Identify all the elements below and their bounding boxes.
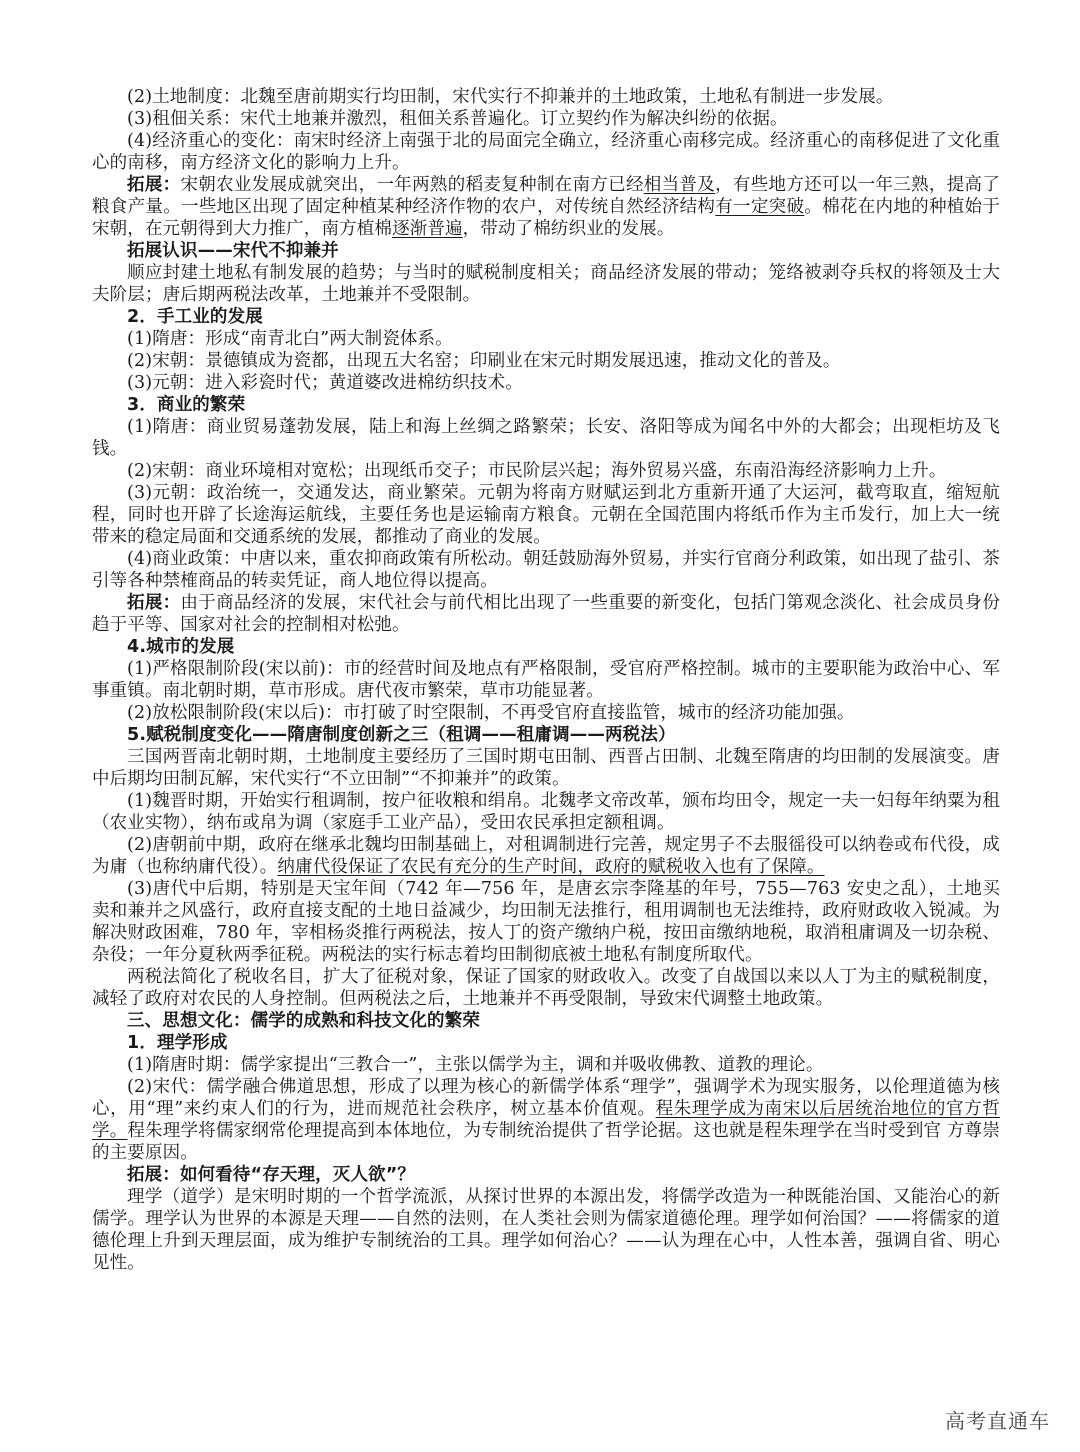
paragraph: (4)商业政策：中唐以来，重农抑商政策有所松动。朝廷鼓励海外贸易，并实行官商分利政策，如出现了盐引、茶引等各种禁榷商品的转卖凭证，商人地位得以提高。 xyxy=(92,549,1000,591)
paragraph: (2)宋朝：商业环境相对宽松；出现纸币交子；市民阶层兴起；海外贸易兴盛，东南沿海经济影响力上升。 xyxy=(127,461,947,481)
section-heading: 1．理学形成 xyxy=(127,1033,228,1053)
section-heading: 拓展：如何看待“存天理，灭人欲”？ xyxy=(127,1165,416,1185)
watermark-text: 高考直通车 xyxy=(945,1409,1050,1433)
text-segment: 宋朝农业发展成就突出，一年两熟的稻麦复种制在南方已经 xyxy=(180,175,644,195)
underlined-text: 有一定突破 xyxy=(715,197,805,217)
paragraph-lead-label: 拓展： xyxy=(127,175,181,195)
paragraph: (1)严格限制阶段(宋以前)：市的经营时间及地点有严格限制，受官府严格控制。城市的主要职能为政治中心、军事重镇。南北朝时期，草市形成。唐代夜市繁荣，草市功能显著。 xyxy=(92,659,1000,701)
paragraph: (3)元朝：进入彩瓷时代；黄道婆改进棉纺织技术。 xyxy=(127,373,523,393)
paragraph: (1)隋唐：形成“南青北白”两大制瓷体系。 xyxy=(127,329,453,349)
text-segment: (2)宋代：儒学融合佛道思想，形成了以理为核心的新儒学体系“理学”，强调学术为现实服务，以伦理道德为核心，用“理”来约束人们的行为，进而规范社会秩序，树立基本价值观。 xyxy=(92,1077,1000,1119)
paragraph: (4)经济重心的变化：南宋时经济上南强于北的局面完全确立，经济重心南移完成。经济重心的南移促进了文化重心的南移，南方经济文化的影响力上升。 xyxy=(92,131,1000,173)
paragraph: 顺应封建土地私有制发展的趋势；与当时的赋税制度相关；商品经济发展的带动；笼络被剥夺兵权的将领及士大夫阶层；唐后期两税法改革，土地兼并不受限制。 xyxy=(92,263,1000,305)
paragraph xyxy=(92,1076,1000,1164)
paragraph: (1)隋唐时期：儒学家提出“三教合一”，主张以儒学为主，调和并吸收佛教、道教的理论。 xyxy=(127,1055,824,1075)
paragraph: 两税法简化了税收名目，扩大了征税对象，保证了国家的财政收入。改变了自战国以来以人丁为主的赋税制度，减轻了政府对农民的人身控制。但两税法之后，土地兼并不再受限制，导致宋代调整土地政策。 xyxy=(92,967,1000,1009)
text-segment: 程朱理学将儒家纲常伦理提高到本体地位，为专制统治提供了哲学论据。这也就是程朱理学在当时受到官 方尊崇的主要原因。 xyxy=(92,1121,1000,1163)
section-heading: 4.城市的发展 xyxy=(127,637,235,657)
paragraph: (2)放松限制阶段(宋以后)：市打破了时空限制，不再受官府直接监管，城市的经济功能加强。 xyxy=(127,703,855,723)
text-segment: ，有些地方还可以一年三熟，提高了粮食产量。一些地区出现了固定种植某种经济作物的农户，对传统自然经济结构 xyxy=(92,175,1001,217)
paragraph: 理学（道学）是宋明时期的一个哲学流派，从探讨世界的本源出发，将儒学改造为一种既能治国、又能治心的新儒学。理学认为世界的本源是天理——自然的法则，在人类社会则为儒家道德伦理。理学如何治国？——将儒家的道德伦理上升到天理层面，成为维护专制统治的工具。理学如何治心？——认为理在心中，人性本善，强调自省、明心见性。 xyxy=(92,1187,1000,1273)
paragraph: (3)租佃关系：宋代土地兼并激烈，租佃关系普遍化。订立契约作为解决纠纷的依据。 xyxy=(127,109,788,129)
paragraph: 三国两晋南北朝时期，土地制度主要经历了三国时期屯田制、西晋占田制、北魏至隋唐的均田制的发展演变。唐中后期均田制瓦解，宋代实行“不立田制”“不抑兼并”的政策。 xyxy=(92,747,1000,789)
paragraph xyxy=(92,834,1000,878)
section-heading: 3．商业的繁荣 xyxy=(127,395,246,415)
paragraph: (1)魏晋时期，开始实行租调制，按户征收粮和绢帛。北魏孝文帝改革，颁布均田令，规定一夫一妇每年纳粟为租（农业实物），纳布或帛为调（家庭手工业产品），受田农民承担定额租调。 xyxy=(92,791,1000,833)
paragraph xyxy=(92,592,1000,636)
text-segment: ，带动了棉纺织业的发展。 xyxy=(462,219,675,239)
paragraph: (2)土地制度：北魏至唐前期实行均田制，宋代实行不抑兼并的土地政策，土地私有制进一步发展。 xyxy=(127,87,894,107)
paragraph: (3)唐代中后期，特别是天宝年间（742 年—756 年，是唐玄宗李隆基的年号，755—763 安史之乱），土地买卖和兼并之风盛行，政府直接支配的土地日益减少，均田制无法推行，租用调制也无法维持，政府财政收入锐减。为解决财政困难，780 年，宰相杨炎推行两税法，按人丁的资产缴纳户税，按田亩缴纳地税，取消租庸调及一切杂税、杂役；一年分夏秋两季征税。两税法的实行标志着均田制彻底被土地私有制度所取代。 xyxy=(92,879,1000,965)
underlined-text: 相当普及 xyxy=(643,175,716,195)
section-heading: 2．手工业的发展 xyxy=(127,307,263,327)
paragraph: (3)元朝：政治统一，交通发达，商业繁荣。元朝为将南方财赋运到北方重新开通了大运河，截弯取直，缩短航程，同时也开辟了长途海运航线，主要任务也是运输南方粮食。元朝在全国范围内将纸币作为主币发行，加上大一统带来的稳定局面和交通系统的发展，都推动了商业的发展。 xyxy=(92,483,1000,547)
paragraph: (2)宋朝：景德镇成为瓷都，出现五大名窑；印刷业在宋元时期发展迅速，推动文化的普及。 xyxy=(127,351,841,371)
section-heading: 拓展认识——宋代不抑兼并 xyxy=(127,241,339,261)
text-segment: 由于商品经济的发展，宋代社会与前代相比出现了一些重要的新变化，包括门第观念淡化、社会成员身份趋于平等、国家对社会的控制相对松弛。 xyxy=(92,593,1000,635)
section-heading: 三、思想文化：儒学的成熟和科技文化的繁荣 xyxy=(127,1011,480,1031)
underlined-text: 程朱理学成为南宋以后居统治地位的官方哲学。 xyxy=(92,1099,1000,1141)
underlined-text: 纳庸代役保证了农民有充分的生产时间，政府的赋税收入也有了保障。 xyxy=(277,857,825,877)
underlined-text: 逐渐普遍 xyxy=(392,219,463,239)
paragraph: (1)隋唐：商业贸易蓬勃发展，陆上和海上丝绸之路繁荣；长安、洛阳等成为闻名中外的大都会；出现柜坊及飞钱。 xyxy=(92,417,1000,459)
paragraph-lead-label: 拓展： xyxy=(127,593,181,613)
section-heading: 5.赋税制度变化——隋唐制度创新之三（租调——租庸调——两税法） xyxy=(127,725,676,745)
document-body xyxy=(92,86,1000,1274)
text-segment: 。棉花在内地的种植始于宋朝，在元朝得到大力推广，南方植棉 xyxy=(92,197,1001,239)
paragraph xyxy=(92,174,1000,240)
text-segment: (2)唐朝前中期，政府在继承北魏均田制基础上，对租调制进行完善，规定男子不去服徭役可以纳卷或布代役，成为庸（也称纳庸代役）。 xyxy=(92,835,1000,877)
